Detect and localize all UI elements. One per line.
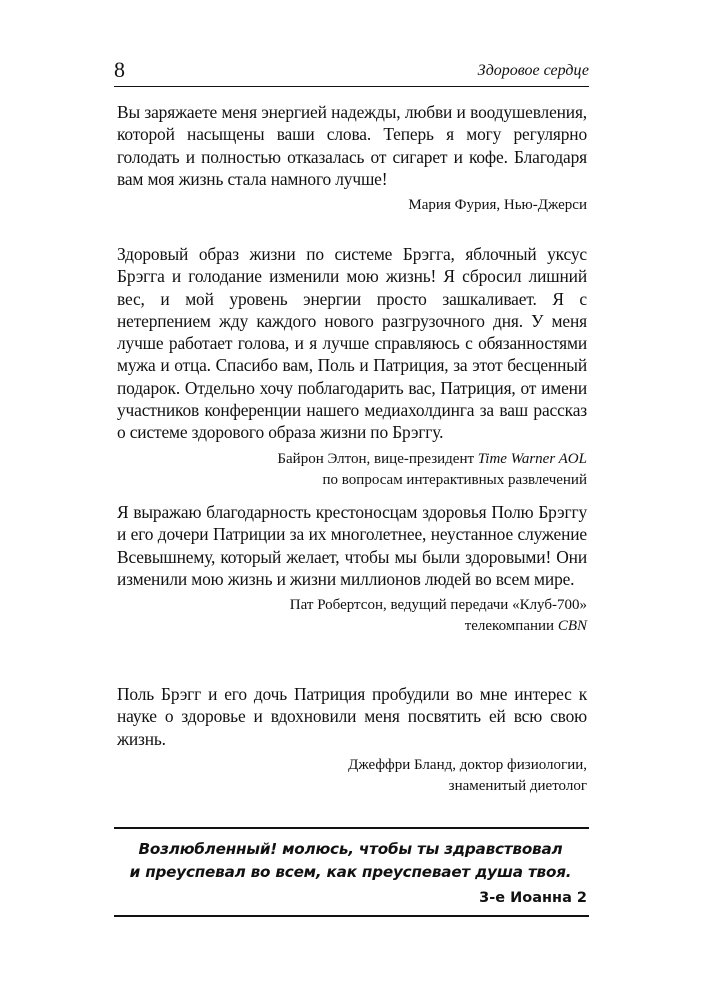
page-number: 8 xyxy=(114,57,125,82)
testimonial-text: Здоровый образ жизни по системе Брэгга, яблочный уксус Брэгга и голодание изменили мою жизнь! Я сбросил лишний вес, и мой уровень энергии просто зашкаливает. Я с нетерпением жду каждого нового разгрузочного дня. У меня лучше работает голова, и я лучше справляюсь с обязанностями мужа и отца. Спасибо вам, Поль и Патриция, за этот бесценный подарок. Отдельно хочу поблагодарить вас, Патриция, от имени участников конференции нашего медиахолдинга за ваш рассказ о системе здорового образа жизни по Брэггу. xyxy=(117,244,587,443)
testimonial-4 xyxy=(117,683,587,797)
testimonial-attribution xyxy=(117,195,587,216)
attribution-line: Пат Робертсон, ведущий передачи «Клуб-700» xyxy=(289,597,587,614)
attribution-company: Time Warner AOL xyxy=(477,450,587,467)
running-title: Здоровое сердце xyxy=(477,62,589,79)
scripture-line: Возлюбленный! молюсь, чтобы ты здравствовал xyxy=(138,840,563,858)
testimonial-3 xyxy=(117,501,587,637)
testimonial-attribution xyxy=(117,449,587,491)
scripture-top-rule xyxy=(114,827,589,829)
attribution-line: по вопросам интерактивных развлечений xyxy=(322,471,587,488)
attribution-line xyxy=(117,616,587,637)
testimonial-1 xyxy=(117,101,587,216)
attribution-name: Байрон Элтон, вице-президент xyxy=(277,450,478,467)
attribution-company: CBN xyxy=(557,618,587,635)
attribution-line xyxy=(117,449,587,470)
testimonial-text: Вы заряжаете меня энергией надежды, любви и воодушевления, которой насыщены ваши слова. Теперь я могу регулярно голодать и полностью отказалась от сигарет и кофе. Благодаря вам моя жизнь стала намного лучше! xyxy=(117,102,587,189)
scripture-line: и преуспевал во всем, как преуспевает душа твоя. xyxy=(129,863,572,881)
scripture-reference: 3-е Иоанна 2 xyxy=(479,890,587,906)
attribution-line: Джеффри Бланд, доктор физиологии, xyxy=(348,756,587,773)
testimonial-text: Я выражаю благодарность крестоносцам здоровья Полю Брэггу и его дочери Патриции за их многолетнее, неустанное служение Всевышнему, который желает, чтобы мы были здоровыми! Они изменили мою жизнь и жизни миллионов людей во всем мире. xyxy=(117,502,587,589)
testimonial-attribution xyxy=(117,595,587,637)
scripture-quote xyxy=(114,838,587,909)
attribution-line: Мария Фурия, Нью-Джерси xyxy=(408,197,587,214)
testimonial-text: Поль Брэгг и его дочь Патриция пробудили во мне интерес к науке о здоровье и вдохновили меня посвятить ей всю свою жизнь. xyxy=(117,684,587,749)
testimonial-attribution xyxy=(117,755,587,797)
scripture-bottom-rule xyxy=(114,915,589,917)
testimonial-2 xyxy=(117,243,587,491)
header-rule xyxy=(114,86,589,87)
attribution-prefix: телекомпании xyxy=(464,618,558,635)
attribution-line: знаменитый диетолог xyxy=(448,777,587,794)
